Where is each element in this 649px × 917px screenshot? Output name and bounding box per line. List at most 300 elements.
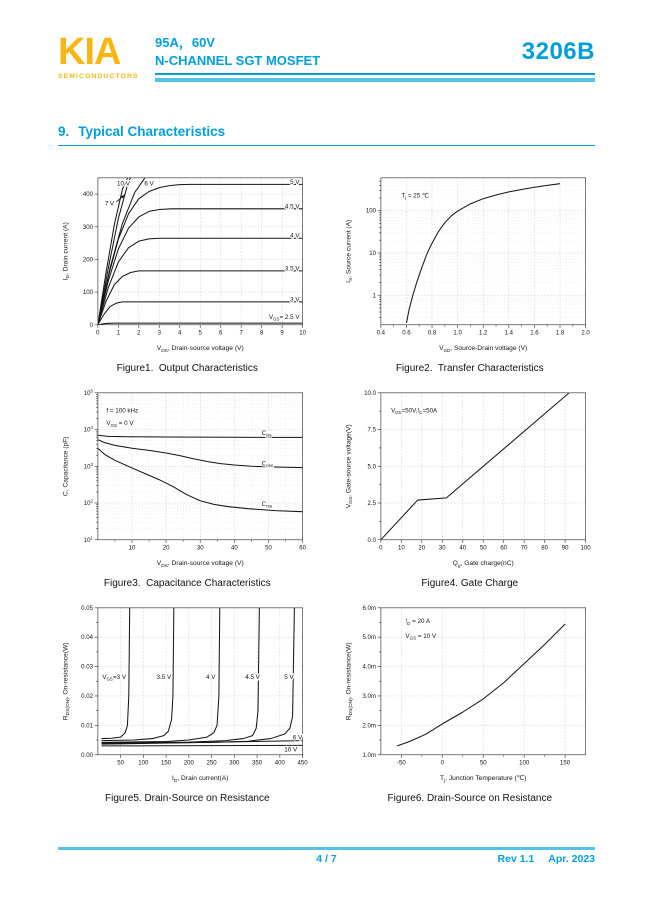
text-segment: 7 bbox=[239, 330, 244, 337]
text-segment: , Drain current(A) bbox=[177, 775, 229, 783]
text-segment: 0.0 bbox=[367, 537, 376, 544]
curve-label bbox=[117, 180, 131, 187]
text-segment: 4.5 V bbox=[285, 203, 300, 211]
text-segment: 0 bbox=[378, 545, 383, 552]
figure5-rdson-vs-current bbox=[56, 598, 319, 804]
text-segment: -50 bbox=[396, 760, 406, 767]
y-axis-label bbox=[345, 424, 354, 508]
text-segment: 400 bbox=[83, 192, 94, 199]
figure1-chart bbox=[56, 168, 318, 360]
text-segment: 5.0 bbox=[367, 464, 376, 471]
x-tick-label bbox=[398, 546, 405, 552]
text-segment: 0.01 bbox=[81, 723, 94, 730]
text-segment: 5 bbox=[198, 330, 203, 337]
brand-logo bbox=[58, 31, 155, 82]
x-tick-label bbox=[139, 761, 150, 767]
text-segment: = 20 A bbox=[410, 618, 430, 626]
y-tick-label bbox=[83, 192, 94, 198]
curve-label bbox=[391, 407, 438, 415]
text-segment: 10 bbox=[84, 427, 91, 434]
x-axis-label bbox=[452, 560, 513, 569]
text-segment: C, Capacitance (pF) bbox=[62, 436, 70, 497]
curve-label bbox=[107, 408, 139, 415]
curve-label bbox=[290, 296, 300, 303]
text-segment: 8 bbox=[260, 330, 264, 337]
x-tick-label bbox=[197, 546, 204, 552]
y-tick-label bbox=[83, 225, 94, 231]
text-segment: 5 bbox=[90, 388, 94, 394]
series-group bbox=[397, 624, 565, 746]
curve-label bbox=[206, 674, 216, 681]
curve-label bbox=[262, 430, 273, 438]
section-rule bbox=[58, 145, 595, 146]
text-segment: 1.4 bbox=[504, 330, 513, 337]
x-tick-label bbox=[541, 546, 548, 552]
text-segment: 0 bbox=[89, 322, 94, 329]
x-tick-label bbox=[397, 761, 406, 767]
text-segment: 10 bbox=[84, 390, 91, 397]
x-tick-label bbox=[581, 331, 590, 337]
text-segment: 10 V bbox=[117, 180, 131, 188]
y-tick-label bbox=[362, 606, 375, 612]
x-tick-label bbox=[275, 761, 286, 767]
y-tick-label bbox=[84, 389, 94, 397]
y-tick-label bbox=[367, 428, 376, 434]
figure5-chart bbox=[56, 598, 318, 790]
y-tick-label bbox=[90, 323, 94, 329]
text-segment: V bbox=[269, 313, 274, 321]
text-segment: 5 V bbox=[284, 673, 294, 681]
y-tick-label bbox=[367, 501, 376, 507]
x-tick-label bbox=[230, 761, 241, 767]
text-segment: T bbox=[439, 775, 444, 783]
text-segment: = 2.5 V bbox=[279, 313, 300, 321]
x-axis-label bbox=[157, 345, 244, 354]
text-segment: , Source-Drain voltage (V) bbox=[450, 345, 528, 353]
text-segment: 0.00 bbox=[81, 752, 94, 759]
text-segment: 2 bbox=[137, 330, 141, 337]
text-segment: 7.5 bbox=[367, 427, 376, 434]
text-segment: S bbox=[349, 277, 355, 281]
x-tick-label bbox=[480, 761, 487, 767]
x-tick-label bbox=[252, 761, 263, 767]
y-tick-label bbox=[367, 464, 376, 470]
y-tick-label bbox=[84, 499, 94, 507]
x-tick-label bbox=[117, 331, 121, 337]
x-tick-label bbox=[376, 331, 385, 337]
series-vgs-4.5v bbox=[98, 209, 303, 325]
text-segment: 1 bbox=[116, 330, 121, 337]
text-segment: 6.0m bbox=[362, 605, 376, 612]
text-segment: C bbox=[261, 500, 267, 508]
curve-label bbox=[290, 233, 300, 240]
text-segment: 50 bbox=[265, 545, 273, 552]
y-tick-label bbox=[84, 535, 94, 543]
text-segment: , Gate charge(nC) bbox=[460, 560, 514, 568]
text-segment: 3 bbox=[157, 330, 162, 337]
x-tick-label bbox=[299, 546, 306, 552]
text-segment: D bbox=[418, 410, 423, 416]
text-segment: 1 bbox=[90, 535, 94, 541]
y-tick-label bbox=[84, 462, 94, 470]
text-segment: 350 bbox=[252, 760, 263, 767]
text-segment: 50 bbox=[479, 760, 487, 767]
curve-label bbox=[107, 420, 135, 428]
text-segment: 30 bbox=[438, 545, 446, 552]
text-segment: R bbox=[345, 715, 353, 721]
figure2-transfer-characteristics bbox=[339, 168, 602, 374]
text-segment: 10 bbox=[397, 545, 405, 552]
x-axis-label bbox=[440, 774, 527, 784]
x-tick-label bbox=[265, 546, 272, 552]
text-segment: V bbox=[156, 560, 162, 568]
text-segment: , Junction Temperature (℃) bbox=[444, 775, 527, 783]
series-rdson-vs-temp bbox=[397, 624, 565, 746]
text-segment: 1 bbox=[372, 293, 376, 300]
header-right bbox=[155, 34, 595, 82]
x-tick-label bbox=[231, 546, 238, 552]
text-segment: 4.0m bbox=[362, 664, 376, 671]
curve-label bbox=[145, 180, 155, 187]
curve-label bbox=[401, 192, 429, 200]
text-segment: V bbox=[438, 345, 444, 353]
x-tick-label bbox=[199, 331, 203, 337]
y-tick-label bbox=[81, 606, 93, 612]
text-segment: 10 bbox=[368, 250, 376, 257]
x-tick-label bbox=[219, 331, 223, 337]
y-tick-label bbox=[362, 723, 375, 729]
text-segment: 2.0 bbox=[581, 330, 590, 337]
text-segment: 1.0m bbox=[362, 752, 376, 759]
text-segment: 0 bbox=[440, 760, 444, 767]
x-tick-label bbox=[530, 331, 539, 337]
text-segment: 80 bbox=[541, 545, 548, 552]
brand-logo-subtext: SEMICONDUCTORS bbox=[58, 73, 139, 81]
header-rule-thick bbox=[155, 78, 595, 83]
x-tick-label bbox=[480, 546, 487, 552]
axis-ticks bbox=[377, 181, 585, 328]
text-segment: D bbox=[174, 778, 178, 784]
text-segment: 10 V bbox=[284, 746, 298, 754]
text-segment: I bbox=[405, 618, 407, 626]
curve-label bbox=[269, 314, 300, 322]
text-segment: = 0 V bbox=[117, 420, 134, 428]
text-segment: V bbox=[345, 503, 353, 509]
text-segment: DS(ON) bbox=[349, 698, 355, 716]
x-tick-label bbox=[117, 761, 124, 767]
y-axis-label bbox=[63, 222, 72, 280]
figure4-caption: Figure4. Gate Charge bbox=[421, 578, 519, 589]
text-segment: 1.0 bbox=[453, 330, 462, 337]
x-axis-label bbox=[172, 775, 228, 784]
text-segment: GS bbox=[273, 316, 280, 322]
series-vgs-10v bbox=[102, 745, 303, 746]
grid-major bbox=[381, 608, 586, 755]
text-segment: 10 bbox=[128, 545, 136, 552]
text-segment: 30 bbox=[197, 545, 204, 552]
text-segment: DS bbox=[161, 348, 169, 354]
y-axis-label bbox=[345, 642, 354, 720]
footer-rule bbox=[58, 847, 595, 850]
figure1-caption: Figure1. Output Characteristics bbox=[116, 363, 258, 374]
text-segment: 1.8 bbox=[555, 330, 564, 337]
curve-label bbox=[290, 179, 300, 186]
text-segment: 4.5 V bbox=[245, 673, 261, 681]
x-axis-label bbox=[439, 345, 527, 354]
text-segment: j bbox=[404, 195, 406, 201]
text-segment: I bbox=[62, 278, 70, 281]
text-segment: C bbox=[261, 460, 267, 468]
text-segment: , On-resistance(W) bbox=[62, 642, 70, 699]
text-segment: 200 bbox=[83, 257, 94, 264]
y-tick-label bbox=[367, 538, 376, 544]
text-segment: , Gate-source voltage(V) bbox=[345, 424, 353, 497]
x-tick-label bbox=[504, 331, 513, 337]
x-tick-label bbox=[96, 331, 100, 337]
x-tick-label bbox=[440, 761, 444, 767]
y-tick-label bbox=[84, 425, 94, 433]
x-tick-label bbox=[281, 331, 285, 337]
x-tick-label bbox=[163, 546, 170, 552]
y-tick-label bbox=[81, 723, 93, 729]
text-segment: 100 bbox=[580, 545, 591, 552]
text-segment: 7 V bbox=[105, 200, 115, 208]
x-tick-label bbox=[561, 546, 568, 552]
text-segment: 200 bbox=[184, 760, 195, 767]
text-segment: V bbox=[405, 632, 410, 640]
text-segment: 3.0m bbox=[362, 694, 376, 701]
x-tick-label bbox=[453, 331, 462, 337]
text-segment: 300 bbox=[83, 224, 94, 231]
figure4-gate-charge bbox=[339, 383, 602, 589]
text-segment: =50A bbox=[422, 407, 437, 415]
text-segment: 4 V bbox=[206, 673, 216, 681]
x-tick-label bbox=[260, 331, 264, 337]
text-segment: 9 bbox=[280, 330, 285, 337]
section-title bbox=[58, 124, 595, 139]
text-segment: 300 bbox=[229, 760, 240, 767]
x-tick-label bbox=[240, 331, 244, 337]
text-segment: , On-resistance(W) bbox=[345, 642, 353, 699]
device-type: N-CHANNEL SGT MOSFET bbox=[155, 52, 321, 68]
y-axis-label bbox=[63, 642, 72, 720]
text-segment: 2 bbox=[90, 498, 94, 504]
text-segment: 50 bbox=[117, 760, 125, 767]
text-segment: 400 bbox=[275, 760, 286, 767]
text-segment: 2.0m bbox=[362, 723, 376, 730]
text-segment: =3 V bbox=[113, 673, 127, 681]
x-tick-label bbox=[178, 331, 182, 337]
text-segment: 4 bbox=[178, 330, 182, 337]
section-title-text: Typical Characteristics bbox=[78, 124, 226, 139]
text-segment: iss bbox=[266, 432, 272, 438]
text-segment: g bbox=[457, 563, 461, 569]
text-segment: 4 V bbox=[290, 232, 300, 240]
charts-grid bbox=[56, 168, 601, 804]
page-footer bbox=[58, 847, 595, 867]
text-segment: R bbox=[62, 715, 70, 721]
device-summary bbox=[155, 34, 320, 69]
part-number: 3206B bbox=[521, 38, 595, 65]
text-segment: 5.0m bbox=[362, 635, 376, 642]
text-segment: 0.6 bbox=[401, 330, 411, 337]
grid-major bbox=[381, 178, 586, 325]
text-segment: V bbox=[106, 420, 111, 428]
y-tick-label bbox=[364, 391, 376, 397]
text-segment: 3.5 V bbox=[156, 673, 172, 681]
text-segment: 2.5 bbox=[367, 501, 376, 508]
text-segment: oss bbox=[266, 463, 274, 469]
curve-label bbox=[105, 200, 115, 207]
text-segment: 0.03 bbox=[81, 664, 94, 671]
text-segment: , Drain current (A) bbox=[62, 222, 70, 276]
text-segment: 100 bbox=[138, 760, 149, 767]
series-vgs-5v bbox=[102, 608, 295, 744]
text-segment: 100 bbox=[83, 290, 94, 297]
text-segment: 250 bbox=[206, 760, 217, 767]
text-segment: 450 bbox=[297, 760, 308, 767]
text-segment: 10 bbox=[299, 330, 307, 337]
page-header bbox=[58, 31, 595, 82]
x-tick-label bbox=[521, 546, 528, 552]
text-segment: , Drain-source voltage (V) bbox=[168, 345, 244, 353]
text-segment: T bbox=[401, 192, 405, 200]
grid-major bbox=[98, 178, 303, 325]
text-segment: 70 bbox=[520, 545, 528, 552]
text-segment: rss bbox=[266, 503, 273, 509]
text-segment: GS bbox=[349, 496, 355, 504]
text-segment: 50 bbox=[479, 545, 487, 552]
text-segment: V bbox=[390, 407, 396, 415]
x-tick-label bbox=[556, 331, 565, 337]
section-heading bbox=[58, 124, 595, 146]
text-segment: , Source current (A) bbox=[345, 219, 353, 278]
text-segment: D bbox=[66, 275, 72, 279]
text-segment: = 10 V bbox=[415, 632, 436, 640]
x-tick-label bbox=[479, 331, 488, 337]
y-tick-label bbox=[362, 635, 375, 641]
x-tick-label bbox=[500, 546, 507, 552]
y-tick-label bbox=[369, 251, 376, 257]
x-tick-label bbox=[418, 546, 425, 552]
text-segment: 90 bbox=[561, 545, 569, 552]
text-segment: =50V,I bbox=[401, 407, 419, 415]
x-tick-label bbox=[158, 331, 162, 337]
text-segment: D bbox=[406, 620, 411, 626]
text-segment: V bbox=[156, 345, 162, 353]
figure3-caption: Figure3. Capacitance Characteristics bbox=[103, 578, 271, 589]
text-segment: 100 bbox=[518, 760, 529, 767]
text-segment: 10.0 bbox=[363, 390, 376, 397]
curve-label bbox=[262, 460, 274, 468]
text-segment: DS(ON) bbox=[66, 698, 72, 716]
curve-label bbox=[285, 674, 295, 681]
curve-label bbox=[293, 735, 303, 742]
text-segment: GS bbox=[409, 635, 416, 641]
x-tick-label bbox=[207, 761, 218, 767]
curve-label bbox=[245, 674, 260, 681]
x-tick-label bbox=[580, 546, 591, 552]
curve-label bbox=[103, 674, 128, 682]
text-segment: 10 bbox=[84, 537, 91, 544]
header-row bbox=[155, 34, 595, 69]
revision-info bbox=[498, 853, 595, 865]
curve-label bbox=[157, 674, 172, 681]
x-tick-label bbox=[137, 331, 141, 337]
y-tick-label bbox=[81, 753, 93, 759]
header-rule-thin bbox=[155, 73, 595, 75]
y-tick-label bbox=[83, 290, 94, 296]
text-segment: I bbox=[345, 280, 353, 283]
x-tick-label bbox=[439, 546, 446, 552]
text-segment: 0.04 bbox=[81, 635, 94, 642]
text-segment: DS bbox=[395, 410, 402, 416]
figure6-rdson-vs-temperature bbox=[339, 598, 602, 804]
figure1-output-characteristics bbox=[56, 168, 319, 374]
text-segment: 6 V bbox=[144, 180, 154, 188]
page-number: 4 / 7 bbox=[316, 852, 337, 865]
figure2-chart bbox=[339, 168, 601, 360]
text-segment: 6 V bbox=[293, 734, 303, 742]
y-tick-label bbox=[366, 209, 377, 215]
text-segment: 0.4 bbox=[376, 330, 385, 337]
y-tick-label bbox=[362, 665, 375, 671]
axis-ticks bbox=[95, 608, 303, 758]
text-segment: 100 bbox=[365, 208, 376, 215]
text-segment: C bbox=[261, 429, 267, 437]
curve-label bbox=[285, 747, 299, 754]
text-segment: 0.8 bbox=[427, 330, 437, 337]
device-rating: 95A，60V bbox=[155, 35, 215, 50]
y-tick-label bbox=[83, 257, 94, 263]
x-tick-label bbox=[299, 331, 306, 337]
figure6-caption: Figure6. Drain-Source on Resistance bbox=[387, 793, 553, 804]
figure3-chart bbox=[56, 383, 318, 575]
text-segment: 0.02 bbox=[81, 694, 94, 701]
axis-ticks bbox=[377, 608, 564, 758]
text-segment: GS bbox=[110, 422, 118, 428]
text-segment: V bbox=[102, 673, 107, 681]
x-axis-label bbox=[157, 560, 244, 569]
text-segment: SD bbox=[443, 348, 451, 354]
footer-row bbox=[58, 853, 595, 867]
text-segment: 150 bbox=[559, 760, 570, 767]
y-axis-label bbox=[63, 436, 70, 496]
x-tick-label bbox=[560, 761, 571, 767]
y-tick-label bbox=[81, 694, 93, 700]
y-tick-label bbox=[372, 293, 376, 299]
x-tick-label bbox=[459, 546, 466, 552]
text-segment: 40 bbox=[459, 545, 466, 552]
text-segment: 60 bbox=[299, 545, 307, 552]
text-segment: 10 bbox=[84, 501, 91, 508]
text-segment: 0.05 bbox=[81, 605, 94, 612]
x-tick-label bbox=[428, 331, 437, 337]
text-segment: 20 bbox=[418, 545, 425, 552]
text-segment: , Drain-source voltage (V) bbox=[168, 560, 244, 568]
y-tick-label bbox=[81, 635, 93, 641]
figure3-capacitance-characteristics bbox=[56, 383, 319, 589]
curve-label bbox=[262, 501, 273, 509]
text-segment: 3 bbox=[90, 461, 94, 467]
x-tick-label bbox=[298, 761, 309, 767]
text-segment: DS bbox=[161, 563, 169, 569]
text-segment: 1.2 bbox=[478, 330, 488, 337]
text-segment: 40 bbox=[231, 545, 238, 552]
text-segment: j bbox=[443, 778, 445, 784]
text-segment: 10 bbox=[84, 464, 91, 471]
brand-logo-text: KIA bbox=[58, 31, 121, 73]
